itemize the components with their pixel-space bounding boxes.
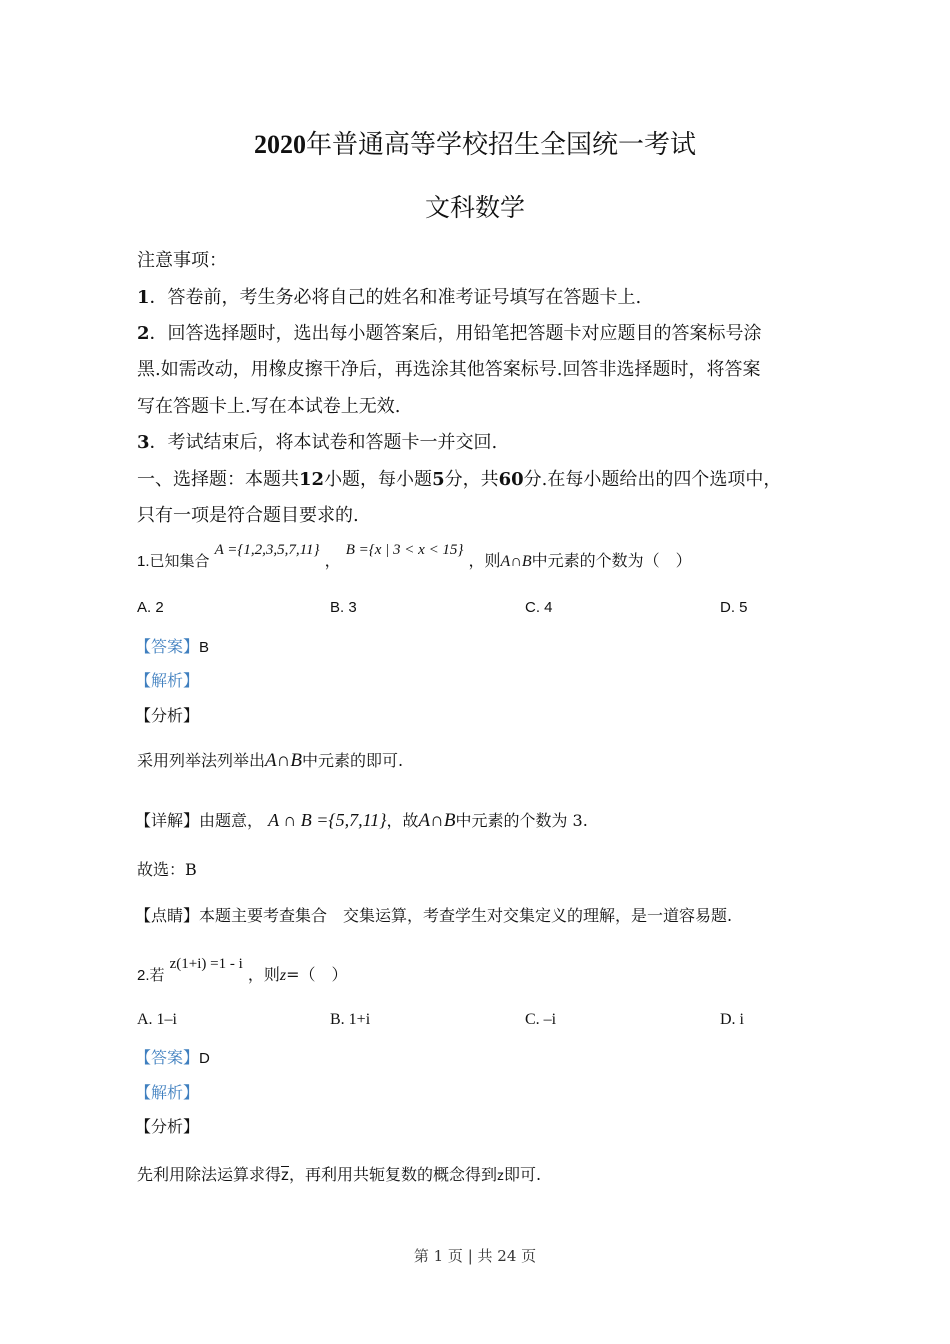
- q1-detail: 【详解】由题意， A ∩ B ={5,7,11}，故A∩B中元素的个数为 3.: [135, 810, 588, 831]
- notice-item: 2．回答选择题时，选出每小题答案后，用铅笔把答题卡对应题目的答案标号涂: [137, 323, 762, 344]
- q1-option-b[interactable]: B. 3: [330, 599, 357, 616]
- page-footer: 第 1 页 | 共 24 页: [413, 1247, 537, 1265]
- q1-comment: 【点睛】本题主要考查集合 交集运算，考查学生对交集定义的理解，是一道容易题.: [135, 906, 733, 925]
- q1-analysis-tag: 【解析】: [135, 671, 200, 690]
- q1-option-c[interactable]: C. 4: [525, 599, 553, 616]
- q1-fenxi-tag: 【分析】: [135, 706, 200, 725]
- q2-option-b[interactable]: B. 1+i: [330, 1011, 371, 1028]
- page-subtitle: 文科数学: [424, 193, 525, 222]
- q1-option-d[interactable]: D. 5: [720, 599, 748, 616]
- q2-fenxi-text: 先利用除法运算求得$\overline{z}$，再利用共轭复数的概念得到z即可.: [137, 1165, 542, 1184]
- q1-choice: 故选：B: [137, 860, 197, 879]
- q1-fenxi-text: 采用列举法列举出A∩B中元素的即可.: [137, 750, 404, 771]
- q2-option-a[interactable]: A. 1–i: [137, 1011, 177, 1028]
- q2-fenxi-tag: 【分析】: [135, 1117, 200, 1136]
- q2-analysis-tag: 【解析】: [135, 1083, 200, 1102]
- section-heading: 一、选择题：本题共12小题，每小题5分，共60分.在每小题给出的四个选项中，: [137, 469, 782, 490]
- notice-item: 写在答题卡上.写在本试卷上无效.: [137, 396, 401, 417]
- question-2: 2.若 z(1+i) =1 - i ，则z=（ ）: [137, 956, 348, 984]
- q2-answer: 【答案】D: [135, 1048, 210, 1067]
- section-heading-line2: 只有一项是符合题目要求的.: [137, 505, 359, 526]
- set-b-formula: B ={x | 3 < x < 15}: [345, 542, 464, 558]
- q2-option-c[interactable]: C. –i: [525, 1011, 557, 1028]
- question-1: 1.已知集合 A ={1,2,3,5,7,11} ， B ={x | 3 < x < 15} ，则A∩B中元素的个数为（ ）: [137, 542, 692, 570]
- page-title: 2020年普通高等学校招生全国统一考试: [253, 130, 696, 160]
- notice-item: 3．考试结束后，将本试卷和答题卡一并交回.: [137, 432, 498, 453]
- notice-item: 1．答卷前，考生务必将自己的姓名和准考证号填写在答题卡上.: [137, 287, 642, 308]
- notice-heading: 注意事项：: [137, 250, 227, 271]
- q2-option-d[interactable]: D. i: [720, 1011, 744, 1028]
- q1-option-a[interactable]: A. 2: [137, 599, 164, 616]
- notice-item: 黑.如需改动，用橡皮擦干净后，再选涂其他答案标号.回答非选择题时，将答案: [137, 359, 761, 380]
- q1-answer: 【答案】B: [135, 637, 210, 656]
- q2-equation-formula: z(1+i) =1 - i: [169, 956, 243, 972]
- set-a-formula: A ={1,2,3,5,7,11}: [214, 542, 320, 558]
